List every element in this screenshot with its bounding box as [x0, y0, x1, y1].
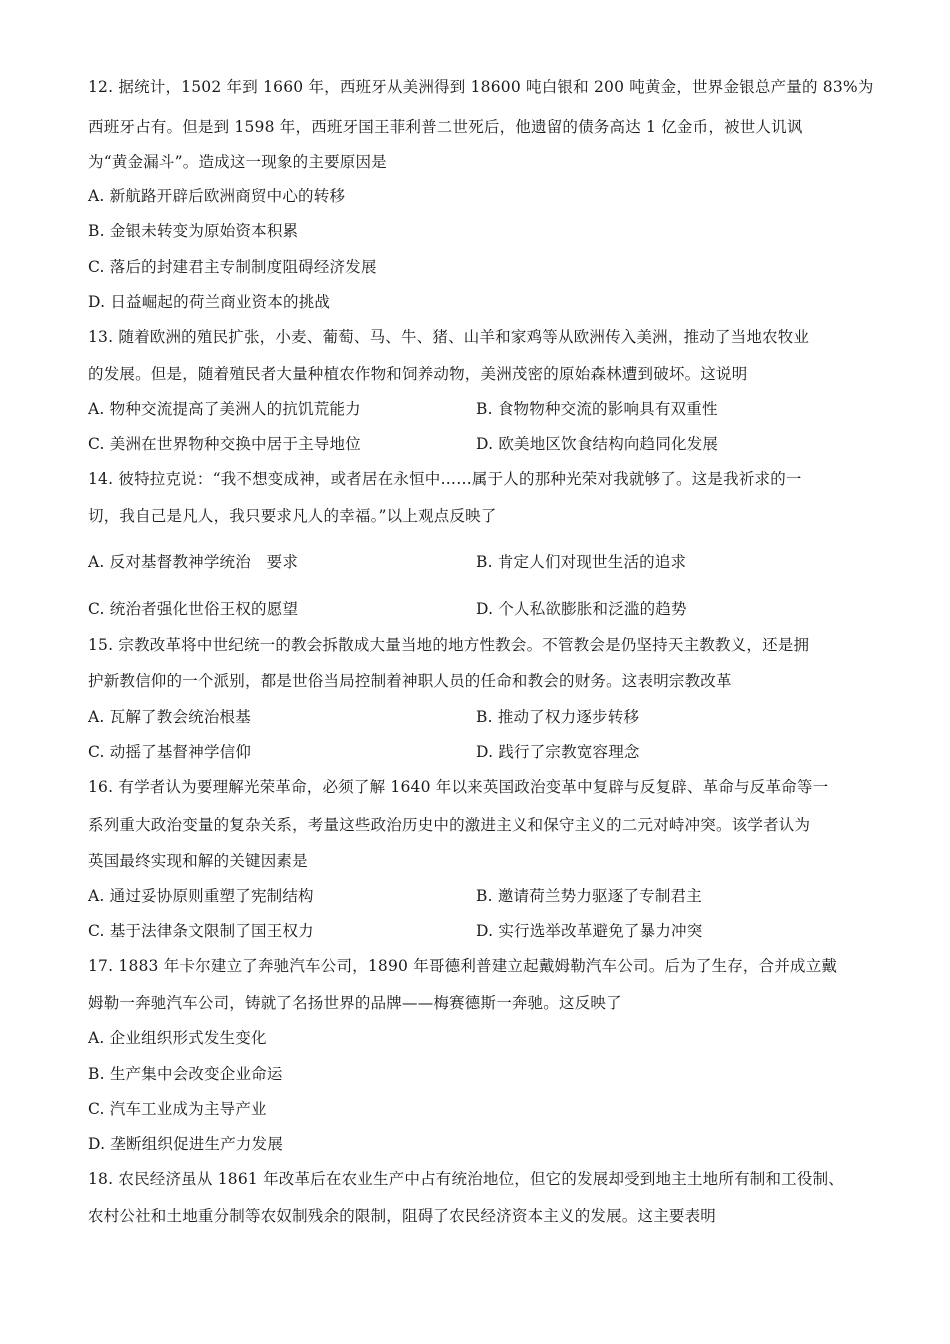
q15-option-a: A. 瓦解了教会统治根基	[88, 708, 251, 726]
q15-option-d: D. 践行了宗教宽容理念	[476, 743, 640, 761]
q14-stem-line-2: 切，我自己是凡人，我只要求凡人的幸福。”以上观点反映了	[88, 507, 497, 525]
q18-stem-line-2: 农村公社和土地重分制等农奴制残余的限制，阻碍了农民经济资本主义的发展。这主要表明	[88, 1207, 717, 1225]
q12-stem-line-2: 西班牙占有。但是到 1598 年，西班牙国王菲利普二世死后，他遗留的债务高达 1 亿金币，被世人讥讽	[88, 118, 803, 136]
q16-stem-line-3: 英国最终实现和解的关键因素是	[88, 852, 308, 870]
q12-option-c: C. 落后的封建君主专制制度阻碍经济发展	[88, 258, 377, 276]
q14-option-c: C. 统治者强化世俗王权的愿望	[88, 600, 299, 618]
q13-option-d: D. 欧美地区饮食结构向趋同化发展	[476, 435, 719, 453]
q12-option-a: A. 新航路开辟后欧洲商贸中心的转移	[88, 187, 346, 205]
q16-option-c: C. 基于法律条文限制了国王权力	[88, 922, 314, 940]
q12-stem-line-3: 为“黄金漏斗”。造成这一现象的主要原因是	[88, 153, 387, 171]
q13-stem-line-1: 13. 随着欧洲的殖民扩张，小麦、葡萄、马、牛、猪、山羊和家鸡等从欧洲传入美洲，推动了当地农牧业	[88, 328, 810, 346]
q16-option-d: D. 实行选举改革避免了暴力冲突	[476, 922, 703, 940]
q16-option-b: B. 邀请荷兰势力驱逐了专制君主	[476, 887, 702, 905]
q13-stem-line-2: 的发展。但是，随着殖民者大量种植农作物和饲养动物，美洲茂密的原始森林遭到破坏。这说明	[88, 365, 748, 383]
q14-option-b: B. 肯定人们对现世生活的追求	[476, 553, 687, 571]
q15-stem-line-1: 15. 宗教改革将中世纪统一的教会拆散成大量当地的地方性教会。不管教会是仍坚持天主教教义，还是拥	[88, 636, 810, 654]
q18-stem-line-1: 18. 农民经济虽从 1861 年改革后在农业生产中占有统治地位，但它的发展却受到地主土地所有制和工役制、	[88, 1170, 844, 1188]
q14-option-a: A. 反对基督教神学统治 要求	[88, 553, 299, 571]
q16-stem-line-1: 16. 有学者认为要理解光荣革命，必须了解 1640 年以来英国政治变革中复辟与反复辟、革命与反革命等一	[88, 778, 829, 796]
q17-option-b: B. 生产集中会改变企业命运	[88, 1065, 283, 1083]
q15-option-c: C. 动摇了基督神学信仰	[88, 743, 252, 761]
q13-option-b: B. 食物物种交流的影响具有双重性	[476, 400, 718, 418]
q12-option-d: D. 日益崛起的荷兰商业资本的挑战	[88, 293, 331, 311]
q16-option-a: A. 通过妥协原则重塑了宪制结构	[88, 887, 314, 905]
q17-option-c: C. 汽车工业成为主导产业	[88, 1100, 267, 1118]
q12-option-b: B. 金银未转变为原始资本积累	[88, 222, 299, 240]
q15-option-b: B. 推动了权力逐步转移	[476, 708, 640, 726]
q13-option-a: A. 物种交流提高了美洲人的抗饥荒能力	[88, 400, 361, 418]
q16-stem-line-2: 系列重大政治变量的复杂关系，考量这些政治历史中的激进主义和保守主义的二元对峙冲突。该学者认为	[88, 816, 811, 834]
q12-stem-line-1: 12. 据统计，1502 年到 1660 年，西班牙从美洲得到 18600 吨白银和 200 吨黄金，世界金银总产量的 83%为	[88, 78, 874, 96]
q17-stem-line-1: 17. 1883 年卡尔建立了奔驰汽车公司，1890 年哥德利普建立起戴姆勒汽车公司。后为了生存，合并成立戴	[88, 957, 838, 975]
q17-stem-line-2: 姆勒一奔驰汽车公司，铸就了名扬世界的品牌——梅赛德斯一奔驰。这反映了	[88, 994, 622, 1012]
q15-stem-line-2: 护新教信仰的一个派别，都是世俗当局控制着神职人员的任命和教会的财务。这表明宗教改革	[88, 672, 732, 690]
q17-option-d: D. 垄断组织促进生产力发展	[88, 1135, 284, 1153]
q14-stem-line-1: 14. 彼特拉克说：“我不想变成神，或者居在永恒中……属于人的那种光荣对我就够了。这是我祈求的一	[88, 470, 802, 488]
q14-option-d: D. 个人私欲膨胀和泛滥的趋势	[476, 600, 687, 618]
q13-option-c: C. 美洲在世界物种交换中居于主导地位	[88, 435, 361, 453]
q17-option-a: A. 企业组织形式发生变化	[88, 1029, 267, 1047]
